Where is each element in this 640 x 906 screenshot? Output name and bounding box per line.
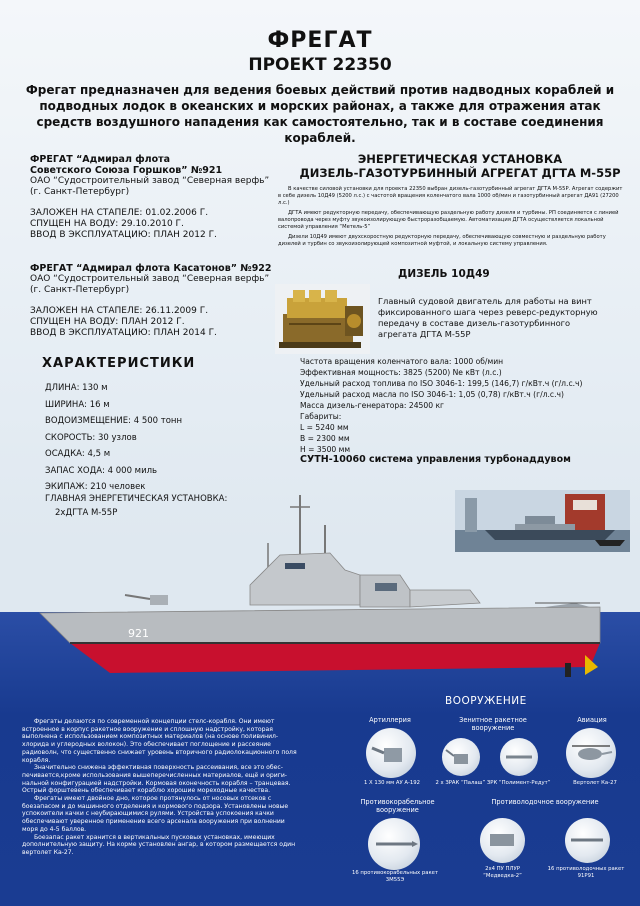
page-title: ФРЕГАТ <box>267 28 373 53</box>
char-speed: СКОРОСТЬ: 30 узлов <box>45 432 137 443</box>
aa-image-1 <box>442 738 480 776</box>
artillery-label: Артиллерия <box>369 716 411 724</box>
characteristics-list <box>45 380 182 496</box>
antiship-label: Противокорабельное вооружение <box>360 798 435 814</box>
builder: ОАО “Судостроительный завод “Северная верфь” <box>30 274 270 284</box>
antiship-missile-icon <box>368 818 420 870</box>
antiship-image <box>368 818 420 870</box>
char-range: ЗАПАС ХОДА: 4 000 миль <box>45 465 158 476</box>
char-displacement: ВОДОИЗМЕЩЕНИЕ: 4 500 тонн <box>45 416 183 426</box>
laid-date: ЗАЛОЖЕН НА СТАПЕЛЕ: 01.02.2006 Г. <box>30 208 209 218</box>
missile-icon <box>500 738 538 776</box>
spec-row: Частота вращения коленчатого вала: 1000 об/мин <box>300 357 504 366</box>
characteristics-title: ХАРАКТЕРИСТИКИ <box>42 356 196 371</box>
hull-number: 921 <box>128 627 149 640</box>
builder-city: (г. Санкт-Петербург) <box>30 187 130 197</box>
ship-info-921 <box>30 154 280 241</box>
asw-label: Противолодочное вооружение <box>491 798 599 806</box>
asw-image-1 <box>480 818 525 863</box>
builder: ОАО “Судостроительный завод “Северная верфь” <box>30 176 270 186</box>
artillery-image <box>366 728 416 778</box>
torpedo-launcher-icon <box>480 818 525 863</box>
armament-title: ВООРУЖЕНИЕ <box>445 695 527 707</box>
artillery-caption: 1 Х 130 мм АУ А-192 <box>363 780 420 786</box>
power-plant-title-line2: ДИЗЕЛЬ-ГАЗОТУРБИННЫЙ АГРЕГАТ ДГТА М-55Р <box>299 166 621 180</box>
description-text <box>22 718 302 857</box>
diesel-description: Главный судовой двигатель для работы на винт фиксированного шага через реверс-редукторную передачу в составе дизель-газотурбинного агрегата ДГТА М-55Р <box>378 296 598 339</box>
power-plant-title <box>290 152 630 180</box>
frigate-side-view <box>0 495 640 695</box>
ship-name: ФРЕГАТ “Адмирал флота <box>30 154 171 165</box>
char-crew: ЭКИПАЖ: 210 человек <box>45 482 146 492</box>
spec-row: Эффективная мощность: 3825 (5200) Ne кВт (л.с.) <box>300 368 502 377</box>
char-width: ШИРИНА: 16 м <box>45 399 110 410</box>
helicopter-icon <box>566 728 616 778</box>
asw-caption-2: 16 противолодочных ракет 91Р91 <box>547 866 625 879</box>
aa-gun-icon <box>442 738 480 776</box>
description-paragraph: Значительно снижена эффективная поверхность рассеивания, все это обес-печивается,кроме использования вышеперечисленных материалов, ещё и ориги-нальной конфигурацией надстройки. Кормовая оконечность корабля – транцевая. Острый форштевень обеспечивает кораблю хорошие мореходные качества. <box>22 764 291 795</box>
spec-row: Удельный расход топлива по ISO 3046-1: 199,5 (146,7) г/кВт.ч (г/л.с.ч) <box>300 379 583 388</box>
aviation-caption: Вертолет Ка-27 <box>573 780 617 786</box>
char-length: ДЛИНА: 130 м <box>45 383 108 393</box>
power-plant-title-line1: ЭНЕРГЕТИЧЕСКАЯ УСТАНОВКА <box>357 152 563 166</box>
ship-name: ФРЕГАТ “Адмирал флота Касатонов” №922 <box>30 263 272 274</box>
aviation-label: Авиация <box>577 716 607 724</box>
char-draft: ОСАДКА: 4,5 м <box>45 449 111 459</box>
asw-caption-1: 2х4 ПУ ПЛУР “Медведка-2” <box>483 866 522 879</box>
commission-date: ВВОД В ЭКСПЛУАТАЦИЮ: ПЛАН 2012 Г. <box>30 230 217 240</box>
antiship-caption: 16 противокорабельных ракет 3М55Э <box>351 870 439 883</box>
commission-date: ВВОД В ЭКСПЛУАТАЦИЮ: ПЛАН 2014 Г. <box>30 328 217 338</box>
description-paragraph: Фрегаты имеют двойное дно, которое протянулось от носовых отсеков с боезапасом и до машинного отделения и кормового подзора. Установлены новые успокоители качки с неубирающимися рулями. Устройства успокоения качки обеспечивают уверенное применение всего арсенала вооружения при волнении моря до 4-5 баллов. <box>22 795 289 833</box>
launch-date: СПУЩЕН НА ВОДУ: ПЛАН 2012 Г. <box>30 317 185 327</box>
description-paragraph: Боезапас ракет хранится в вертикальных пусковых установках, имеющих дополнительную защиту. На корме установлен ангар, в котором размещается один вертолет Ка-27. <box>22 833 296 856</box>
sutn-text: СУТН-10060 система управления турбонаддувом <box>300 454 571 465</box>
spec-row: B = 2300 мм <box>300 434 350 443</box>
aviation-image <box>566 728 616 778</box>
gun-icon <box>366 728 416 778</box>
builder-city: (г. Санкт-Петербург) <box>30 285 130 295</box>
main-plant-value: 2хДГТА М-55Р <box>55 508 118 518</box>
aa-caption: 2 х ЗРАК “Палаш” ЗРК “Полимент-Редут” <box>435 780 551 786</box>
main-plant-label: ГЛАВНАЯ ЭНЕРГЕТИЧЕСКАЯ УСТАНОВКА: <box>45 494 228 504</box>
intro-text: Фрегат предназначен для ведения боевых действий против надводных кораблей и подводных лодок в океанских и морских районах, а также для отражения атак средств воздушного нападения как самостоятельно, так и в составе соединения кораблей. <box>25 83 615 145</box>
diesel-engine-image <box>275 284 370 354</box>
launch-date: СПУЩЕН НА ВОДУ: 29.10.2010 Г. <box>30 219 184 229</box>
power-plant-paragraph: Дизели 10Д49 имеют двухскоростную редукторную передачу, обеспечивающую совместную и раздельную работу дизелей и турбин со звукоизолирующей композитной муфтой, и локальную систему управления. <box>278 234 606 247</box>
power-plant-paragraph: ДГТА имеют редукторную передачу, обеспечивающую раздельную работу дизеля и турбины. РП соединяется с линией валопровода через муфту звукоизолирующую быстроразобщаемую. Автоматизация ДГТА осуществляется локальной системой управления “Метель-5” <box>278 210 619 230</box>
spec-row: H = 3500 мм <box>300 445 351 454</box>
asw-image-2 <box>565 818 610 863</box>
diesel-title: ДИЗЕЛЬ 10Д49 <box>398 268 490 280</box>
spec-row: L = 5240 мм <box>300 423 349 432</box>
spec-row: Масса дизель-генератора: 24500 кг <box>300 401 445 410</box>
power-plant-paragraph: В качестве силовой установки для проекта 22350 выбран дизель-газотурбинный агрегат ДГТА М-55Р. Агрегат содержит в себе дизель 10Д49 (5200 л.с.) с частотой вращения коленчатого вала 1000 об/мин и газотурбинный агрегат ДА91 (27200 л.с.) <box>278 186 623 206</box>
power-plant-text <box>278 186 623 251</box>
spec-row: Габариты: <box>300 412 342 421</box>
diesel-specs <box>300 356 582 455</box>
laid-date: ЗАЛОЖЕН НА СТАПЕЛЕ: 26.11.2009 Г. <box>30 306 209 316</box>
ship-name: Советского Союза Горшков” №921 <box>30 165 223 176</box>
ship-info-922 <box>30 263 280 339</box>
description-paragraph: Фрегаты делаются по современной концепции стелс-корабля. Они имеют встроенное в корпус ракетное вооружение и сплошную надстройку, которая выполнена с использованием композитных материалов (на основе поливинил-хлорида и углеродных волокон). Это обеспечивает поглощение и рассеяние радиоволн, что существенно снижает уровень вторичного радиолокационного поля корабля. <box>22 718 297 764</box>
aa-label: Зенитное ракетное вооружение <box>459 716 527 732</box>
aa-image-2 <box>500 738 538 776</box>
spec-row: Удельный расход масла по ISO 3046-1: 1,05 (0,78) г/кВт.ч (г/л.с.ч) <box>300 390 564 399</box>
page-subtitle: ПРОЕКТ 22350 <box>248 55 392 75</box>
asw-missile-icon <box>565 818 610 863</box>
